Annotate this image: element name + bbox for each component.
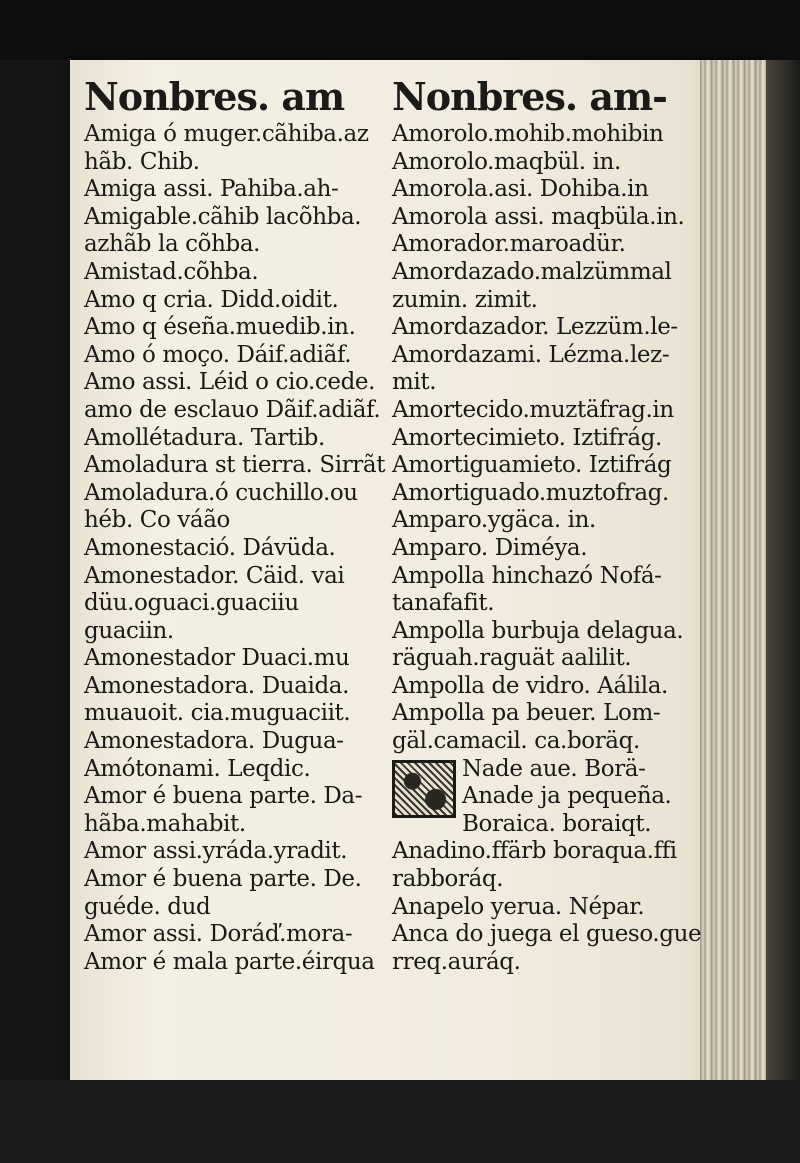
woodcut-initial-image: [392, 760, 456, 818]
dictionary-entry-line: Amordazado.malzümmal: [392, 258, 672, 285]
dictionary-entry-line: Amparo.ygäca. in.: [392, 507, 596, 534]
left-column: [84, 75, 394, 976]
dictionary-entry-line: Ampolla pa beuer. Lom-: [392, 700, 661, 727]
dictionary-entry-line: héb. Co váão: [84, 507, 230, 534]
dictionary-entry-line: Amparo. Diméya.: [392, 534, 588, 561]
dictionary-entry-line: Amordazador. Lezzüm.le-: [392, 314, 678, 341]
book-binding: [766, 60, 800, 1080]
right-column: [392, 75, 702, 976]
dictionary-entry-line: Anapelo yerua. Népar.: [392, 893, 645, 920]
dictionary-entry-line: Amigable.cãhib lacõhba.: [84, 203, 362, 230]
dictionary-entry-line: Amoladura.ó cuchillo.ou: [84, 479, 358, 506]
dictionary-entry-line: zumin. zimit.: [392, 286, 538, 313]
dictionary-entry-line: Amorolo.mohib.mohibin: [392, 121, 664, 147]
dictionary-entry-line: Amótonami. Leqdic.: [84, 755, 311, 782]
dictionary-entry-line: Amor assi.yráda.yradit.: [84, 838, 348, 865]
dictionary-entry-line: räguah.raguät aalilit.: [392, 645, 632, 672]
dictionary-entry-line: Amortecido.muztäfrag.in: [392, 396, 674, 423]
dictionary-entry-line: Ampolla de vidro. Aálila.: [392, 672, 668, 699]
dictionary-entry-line: Amorola.asi. Dohiba.in: [392, 176, 649, 203]
dictionary-entry-line: Amollétadura. Tartib.: [84, 424, 325, 451]
dictionary-entry-line: Amo q éseña.muedib.in.: [84, 314, 356, 341]
dictionary-entry-line: tanafafit.: [392, 590, 495, 617]
dictionary-entry-line: Amortiguamieto. Iztifrág: [392, 452, 672, 479]
dictionary-entry-line: Amor é buena parte. Da-: [84, 783, 363, 810]
dictionary-entry-line: Amo ó moço. Dáif.adiãf.: [84, 341, 352, 368]
dictionary-entry-line: Amorolo.maqbül. in.: [392, 148, 621, 175]
dictionary-entry-line: Amor é buena parte. De.: [84, 866, 362, 893]
dictionary-entry-line: amo de esclauo Dãif.adiãf.: [84, 396, 381, 423]
dictionary-entry-line: muauoit. cia.muguaciit.: [84, 700, 351, 727]
dictionary-entry-line: guaciin.: [84, 617, 174, 644]
dictionary-entry-line: Amorola assi. maqbüla.in.: [392, 203, 685, 230]
dictionary-entry-line: Nade aue. Borä-: [462, 755, 646, 782]
dictionary-entry-line: düu.oguaci.guaciiu: [84, 590, 299, 617]
dictionary-entry-line: Amonestadora. Duaida.: [84, 672, 350, 699]
dictionary-entry-line: Amortecimieto. Iztifrág.: [392, 424, 662, 451]
dictionary-entry-line: azhãb la cõhba.: [84, 231, 261, 258]
dictionary-entry-line: Amonestador Duaci.mu: [84, 645, 350, 672]
dictionary-entry-line: Amistad.cõhba.: [84, 258, 259, 285]
left-column-entries: [84, 121, 394, 976]
right-column-entries-after-image: [392, 838, 702, 976]
dictionary-entry-line: Amo q cria. Didd.oidit.: [84, 286, 339, 313]
dictionary-entry-line: Amor assi. Doráď.mora-: [84, 921, 353, 948]
dictionary-entry-line: rabboráq.: [392, 866, 504, 893]
dictionary-entry-line: gäl.camacil. ca.boräq.: [392, 728, 640, 755]
dictionary-entry-line: Anca do juega el gueso.gue: [392, 921, 702, 948]
dictionary-entry-line: Amiga assi. Pahiba.ah-: [84, 176, 339, 203]
left-column-header: Nonbres. am: [84, 74, 345, 119]
dictionary-entry-line: Ampolla burbuja delagua.: [392, 617, 684, 644]
dictionary-entry-line: Amonestadora. Dugua-: [84, 728, 344, 755]
dictionary-entry-line: Amiga ó muger.cãhiba.az: [84, 121, 369, 147]
woodcut-initial-block: [392, 756, 702, 839]
dictionary-entry-line: Amoladura st tierra. Sirrãt: [84, 452, 386, 479]
top-background-band: [0, 0, 800, 60]
dictionary-entry-line: Amortiguado.muztofrag.: [392, 479, 669, 506]
dictionary-entry-line: Boraica. boraiqt.: [462, 810, 652, 837]
bottom-background-band: [0, 1080, 800, 1163]
right-column-entries: [392, 121, 702, 756]
dictionary-entry-line: Amonestador. Cäid. vai: [84, 562, 345, 589]
dictionary-entry-line: Anadino.ffärb boraqua.ffi: [392, 838, 677, 865]
dictionary-entry-line: hãb. Chib.: [84, 148, 200, 175]
dictionary-entry-line: hãba.mahabit.: [84, 810, 246, 837]
dictionary-entry-line: Ampolla hinchazó Nofá-: [392, 562, 662, 589]
dictionary-entry-line: Amorador.maroadür.: [392, 231, 626, 258]
dictionary-entry-line: rreq.auráq.: [392, 948, 521, 975]
dictionary-entry-line: Amo assi. Léid o cio.cede.: [84, 369, 376, 396]
dictionary-entry-line: guéde. dud: [84, 893, 211, 920]
dictionary-entry-line: Amor é mala parte.éirqua: [84, 948, 375, 975]
dictionary-entry-line: Amordazami. Lézma.lez-: [392, 341, 670, 368]
dictionary-entry-line: Anade ja pequeña.: [462, 783, 672, 810]
dictionary-entry-line: mit.: [392, 369, 437, 396]
dictionary-entry-line: Amonestació. Dávüda.: [84, 534, 336, 561]
right-column-header: Nonbres. am-: [392, 74, 667, 119]
